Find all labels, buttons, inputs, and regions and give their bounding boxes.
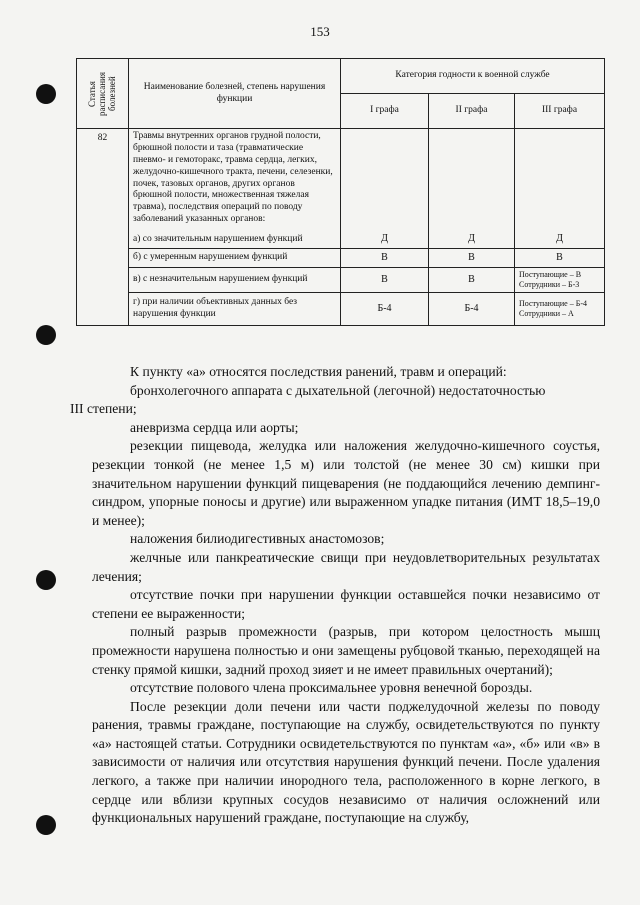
binder-hole-1 (36, 84, 56, 104)
disease-intro: Травмы внутренних органов грудной полости, брюшной полости и таза (травматические пневмо- и гемоторакс, травма сердца, легких, желудочно-кишечного тракта, печени, селезенки, почек, тазовых органов, других органов брюшной полости, множественная тяжелая травма), последствия операций по поводу заболеваний указанных органов: (133, 131, 333, 225)
grade-b-3: В (515, 248, 605, 267)
header-graph-1: I графа (341, 94, 429, 129)
body-text (70, 363, 600, 828)
binder-hole-2 (36, 325, 56, 345)
grade-c-3-employees: Сотрудники – Б-3 (519, 279, 580, 289)
paragraph: аневризма сердца или аорты; (130, 419, 299, 435)
table-row (77, 292, 605, 325)
paragraph: отсутствие почки при нарушении функции оставшейся почки независимо от степени ее выраженности; (92, 587, 600, 621)
grade-a-1: Д (341, 129, 429, 249)
paragraph: После резекции доли печени или части поджелудочной железы по поводу ранения, травмы граждане, поступающие на службу, освидетельствуются по пункту «а» настоящей статьи. Сотрудники освидетельствуются по пунктам «а», «б» или «в» в зависимости от наличия или отсутствия нарушения функций печени. После удаления легкого, а также при наличии инородного тела, расположенного в корне легкого, в сердце или вблизи крупных сосудов независимо от наличия осложнений или функциональных нарушений граждане, поступающие на службу, (92, 698, 600, 826)
grade-a-3: Д (515, 129, 605, 249)
grade-c-3-applicants: Поступающие – В (519, 269, 582, 279)
grade-b-2: В (429, 248, 515, 267)
grade-c-2: В (429, 267, 515, 292)
article-number: 82 (77, 129, 129, 326)
table-row (77, 248, 605, 267)
paragraph: отсутствие полового члена проксимальнее уровня венечной борозды. (130, 680, 533, 696)
paragraph: бронхолегочного аппарата с дыхательной (легочной) недостаточностью (130, 382, 546, 398)
page-number: 153 (310, 24, 330, 39)
row-label-d: г) при наличии объективных данных без нарушения функции (129, 292, 341, 325)
binder-hole-4 (36, 815, 56, 835)
grade-b-1: В (341, 248, 429, 267)
header-category: Категория годности к военной службе (341, 59, 605, 94)
grade-d-3 (515, 292, 605, 325)
paragraph: К пункту «а» относятся последствия ранений, травм и операций: (130, 364, 507, 379)
paragraph: желчные или панкреатические свищи при неудовлетворительных результатах лечения; (92, 549, 600, 584)
paragraph: полный разрыв промежности (разрыв, при котором целостность мышц промежности нарушена полностью и они замещены рубцовой тканью, переходящей на стенку прямой кишки, задний проход зияет и не имеет правильных очертаний); (92, 624, 600, 677)
paragraph: резекции пищевода, желудка или наложения желудочно-кишечного соустья, резекции тонкой (не менее 1,5 м) или толстой (не менее 30 см) кишки при значительном нарушении функций пищеварения (не поддающийся лечению демпинг-синдром, упорные поносы и другие) или выраженном упадке питания (ИМТ 18,5–19,0 и менее); (92, 438, 600, 528)
grade-d-3-employees: Сотрудники – А (519, 308, 574, 318)
paragraph: наложения билиодигестивных анастомозов; (130, 531, 385, 547)
row-label-c: в) с незначительным нарушением функций (129, 267, 341, 292)
grade-d-1: Б-4 (341, 292, 429, 325)
row-label-b: б) с умеренным нарушением функций (129, 248, 341, 267)
table-row (77, 129, 605, 249)
header-article: Статья расписания болезней (77, 59, 129, 129)
header-graph-3: III графа (515, 94, 605, 129)
grade-c-1: В (341, 267, 429, 292)
table-row (77, 267, 605, 292)
header-disease-name: Наименование болезней, степень нарушения функции (129, 59, 341, 129)
header-graph-2: II графа (429, 94, 515, 129)
grade-d-3-applicants: Поступающие – Б-4 (519, 298, 587, 308)
grade-a-2: Д (429, 129, 515, 249)
paragraph: III степени; (70, 401, 137, 417)
table-header-row (77, 59, 605, 94)
disease-cell (129, 129, 341, 249)
fitness-category-table (76, 58, 605, 326)
grade-d-2: Б-4 (429, 292, 515, 325)
row-label-a: а) со значительным нарушением функций (133, 234, 303, 244)
binder-hole-3 (36, 570, 56, 590)
grade-c-3 (515, 267, 605, 292)
